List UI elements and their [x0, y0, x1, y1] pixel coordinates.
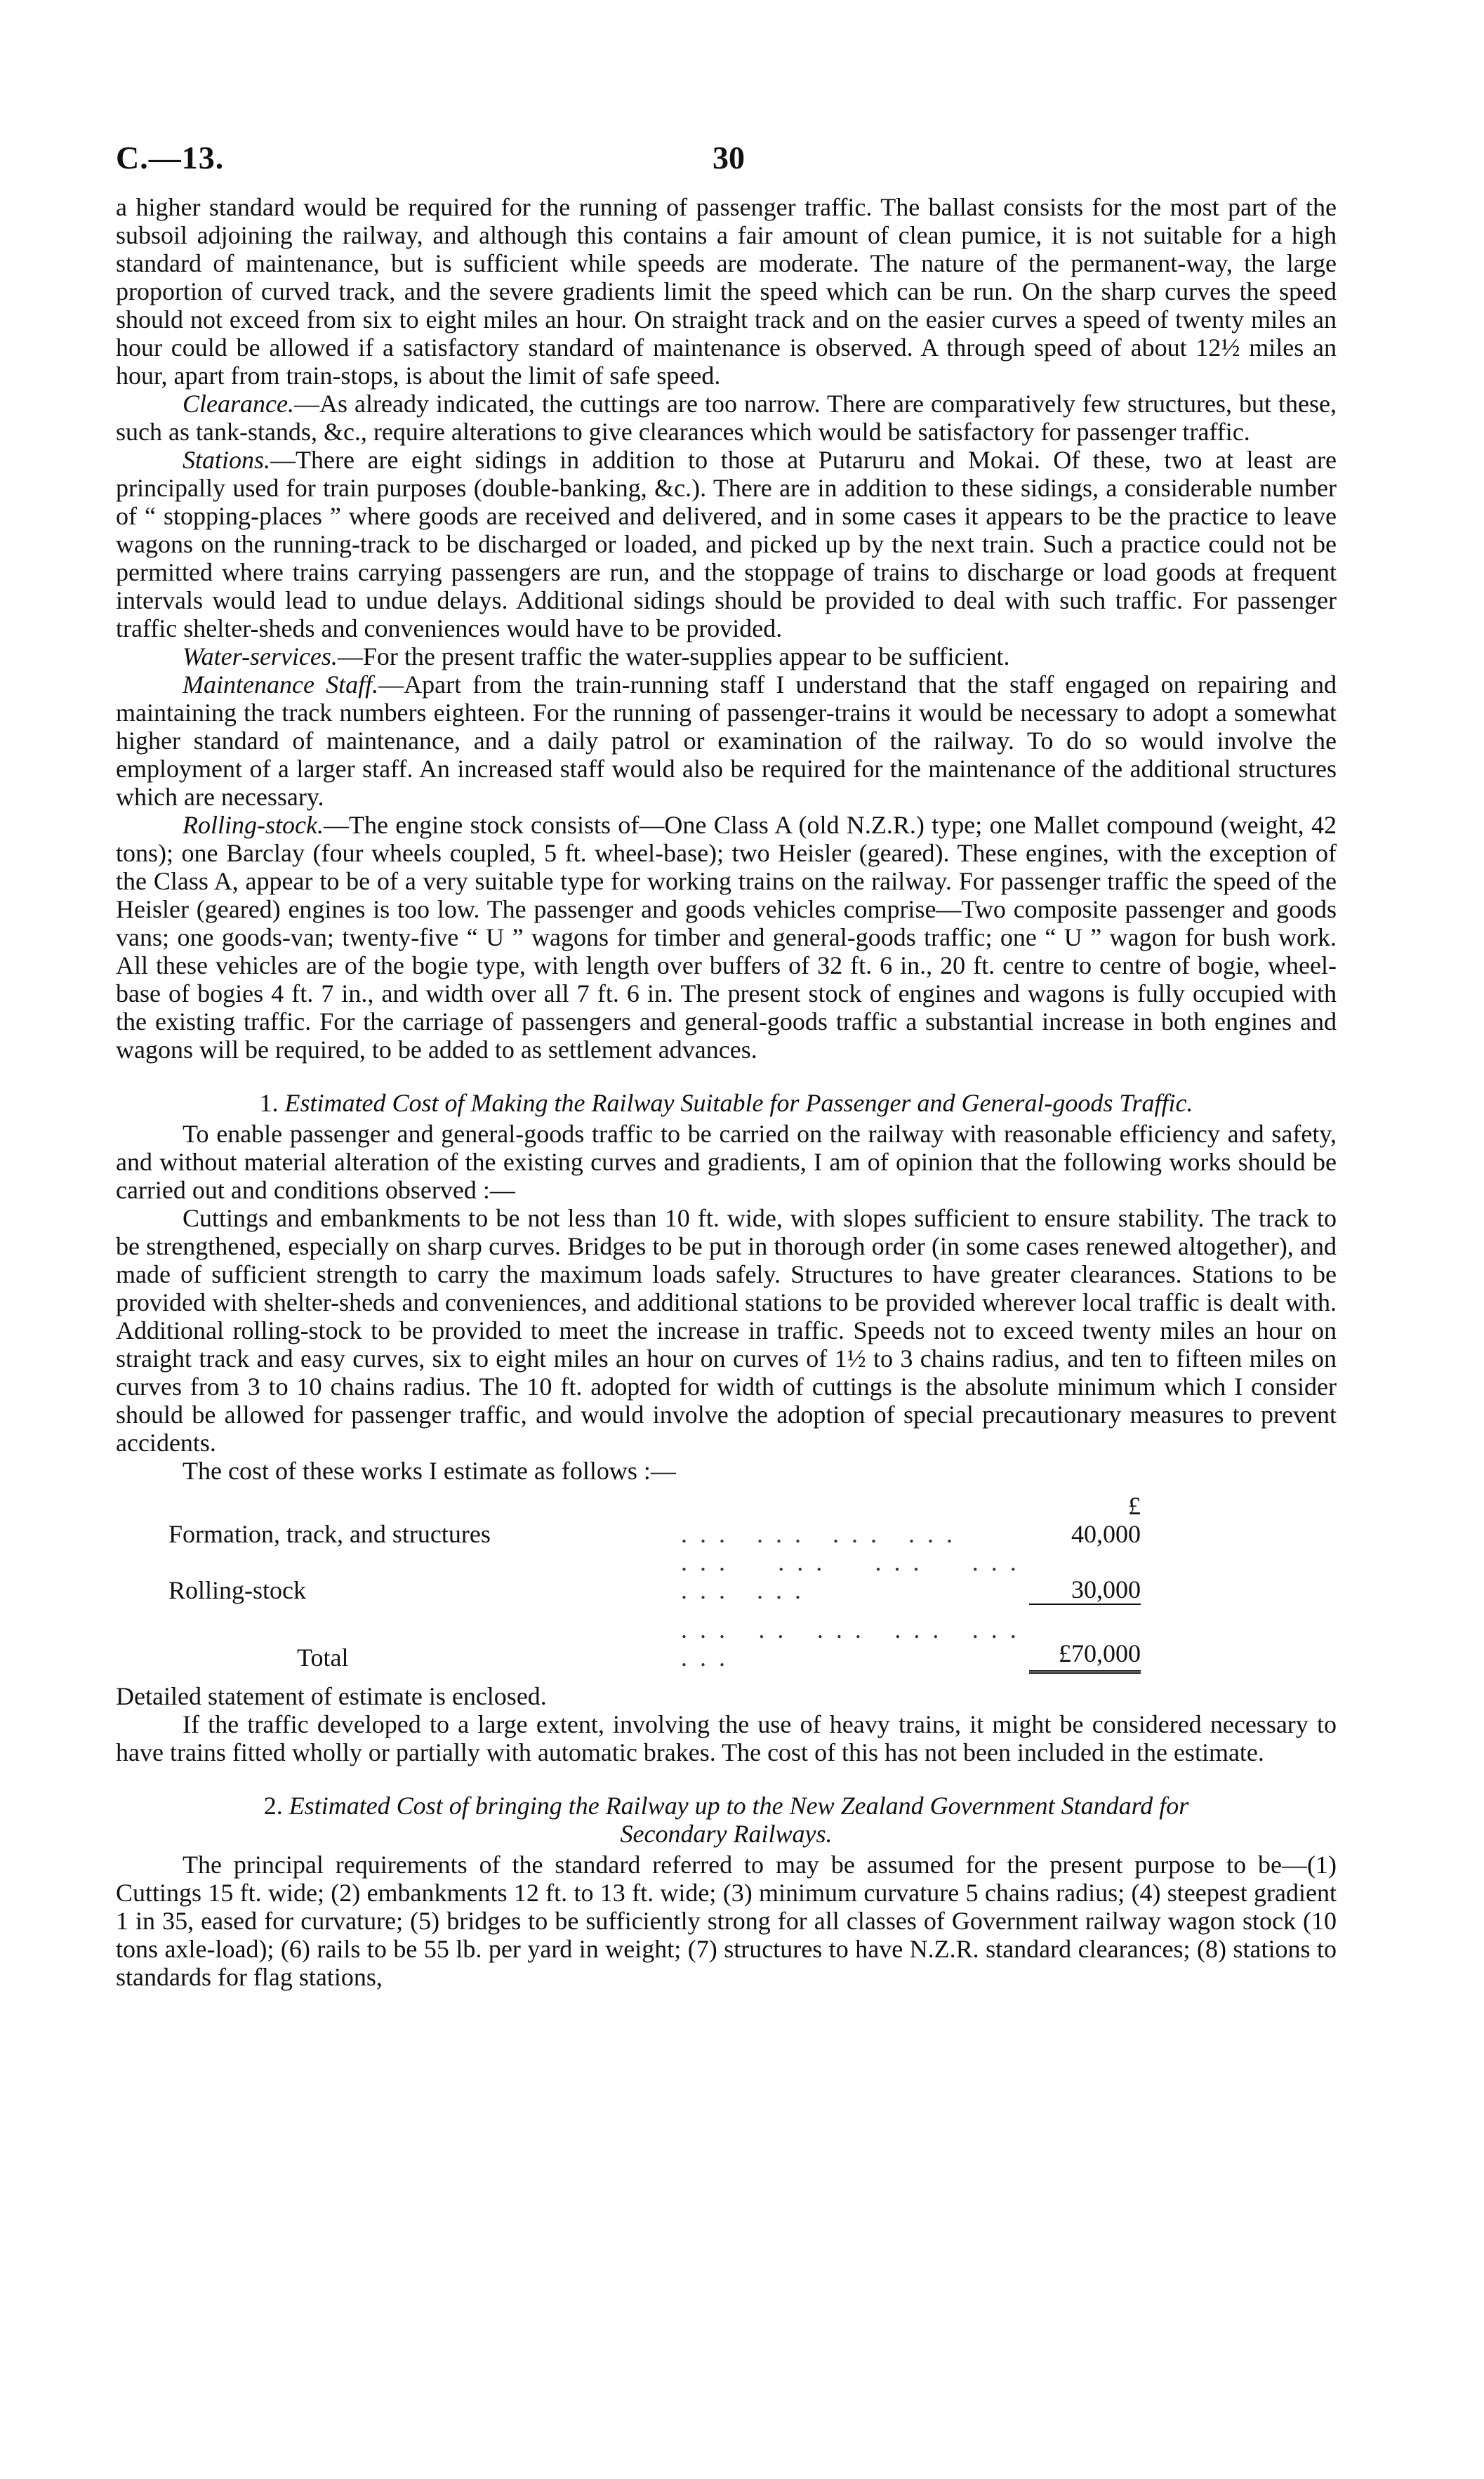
- currency-symbol: £: [1128, 1492, 1141, 1520]
- rolling-stock-paragraph: [116, 811, 1337, 1064]
- page-header: [116, 140, 1337, 193]
- row-amount: 30,000: [1071, 1575, 1141, 1604]
- stations-text: —There are eight sidings in addition to those at Putaruru and Mokai. Of these, two at least are principally used for train purposes (double-banking, &c.). There are in addition to these sidings, a considerable number of “ stopping-places ” where goods are received and delivered, and in some cases it appears to be the practice to leave wagons on the running-track to be discharged or loaded, and picked up by the next train. Such a practice could not be permitted where trains carrying passengers are run, and the stoppage of trains to discharge or load goods at frequent intervals would lead to undue delays. Additional sidings should be provided to deal with such traffic. For passenger traffic shelter-sheds and conveniences would have to be provided.: [116, 446, 1337, 642]
- table-currency-row: [116, 1492, 1141, 1520]
- table-total-row: [116, 1604, 1141, 1672]
- page-number: 30: [713, 140, 745, 176]
- total-amount: £70,000: [1029, 1604, 1141, 1672]
- section-2-number: 2.: [263, 1791, 283, 1820]
- section-1-title: Estimated Cost of Making the Railway Suitable for Passenger and General-goods Traffic.: [284, 1089, 1193, 1117]
- section-2-title-line-2: Secondary Railways.: [620, 1819, 833, 1848]
- section-1-heading: [116, 1089, 1337, 1117]
- intro-paragraph: a higher standard would be required for the running of passenger traffic. The ballast consists for the most part of the subsoil adjoining the railway, and although this contains a fair amount of clean pumice, it is not suitable for a high standard of maintenance, but is sufficient while speeds are moderate. The nature of the permanent-way, the large proportion of curved track, and the severe gradients limit the speed which can be run. On the sharp curves the speed should not exceed from six to eight miles an hour. On straight track and on the easier curves a speed of twenty miles an hour could be allowed if a satisfactory standard of maintenance is observed. A through speed of about 12½ miles an hour, apart from train-stops, is about the limit of safe speed.: [116, 193, 1337, 390]
- rolling-stock-heading: Rolling-stock.: [183, 811, 324, 839]
- section-1-number: 1.: [259, 1089, 279, 1117]
- clearance-paragraph: [116, 390, 1337, 446]
- stations-paragraph: [116, 446, 1337, 642]
- cost-estimate-table: [116, 1492, 1141, 1674]
- table-row: [116, 1520, 1141, 1548]
- section-2-title-line-1: Estimated Cost of bringing the Railway up to the New Zealand Government Standard for: [289, 1791, 1189, 1820]
- maintenance-staff-heading: Maintenance Staff.: [183, 670, 379, 699]
- row-label: Rolling-stock: [168, 1576, 306, 1604]
- section-2-paragraph-1: The principal requirements of the standard referred to may be assumed for the present purpose to be—(1) Cuttings 15 ft. wide; (2) embankments 12 ft. to 13 ft. wide; (3) minimum curvature 5 chains radius; (4) steepest gradient 1 in 35, eased for curvature; (5) bridges to be sufficiently strong for all classes of Government railway wagon stock (10 tons axle-load); (6) rails to be 55 lb. per yard in weight; (7) structures to have N.Z.R. standard clearances; (8) stations to standards for flag stations,: [116, 1850, 1337, 1991]
- section-1-paragraph-1: To enable passenger and general-goods traffic to be carried on the railway with reasonable efficiency and safety, and without material alteration of the existing curves and gradients, I am of opinion that the following works should be carried out and conditions observed :—: [116, 1120, 1337, 1204]
- row-label: Formation, track, and structures: [168, 1520, 491, 1548]
- section-2-heading: [116, 1792, 1337, 1848]
- water-services-text: —For the present traffic the water-supplies appear to be sufficient.: [337, 642, 1010, 670]
- leader-dots: ... ... ... ...: [680, 1520, 965, 1548]
- total-label: Total: [297, 1644, 349, 1672]
- table-row: [116, 1548, 1141, 1604]
- leader-dots: ... .. ... ... ... ...: [680, 1615, 1029, 1672]
- clearance-heading: Clearance.: [183, 390, 294, 418]
- document-reference: C.—13.: [116, 140, 225, 176]
- estimate-intro: The cost of these works I estimate as follows :—: [183, 1457, 676, 1485]
- section-1-paragraph-3: If the traffic developed to a large extent, involving the use of heavy trains, it might be considered necessary to have trains fitted wholly or partially with automatic brakes. The cost of this has not been included in the estimate.: [116, 1710, 1337, 1766]
- water-services-heading: Water-services.: [183, 642, 338, 670]
- row-amount: 40,000: [1071, 1520, 1141, 1548]
- enclosed-statement: Detailed statement of estimate is enclosed.: [116, 1681, 547, 1710]
- stations-heading: Stations.: [183, 446, 271, 474]
- maintenance-staff-paragraph: [116, 670, 1337, 811]
- maintenance-staff-text: —Apart from the train-running staff I understand that the staff engaged on repairing and maintaining the track numbers eighteen. For the running of passenger-trains it would be necessary to adopt a somewhat higher standard of maintenance, and a daily patrol or examination of the railway. To do so would involve the employment of a larger staff. An increased staff would also be required for the maintenance of the additional structures which are necessary.: [116, 670, 1337, 811]
- rolling-stock-text: —The engine stock consists of—One Class A (old N.Z.R.) type; one Mallet compound (weight, 42 tons); one Barclay (four wheels coupled, 5 ft. wheel-base); two Heisler (geared). These engines, with the exception of the Class A, appear to be of a very suitable type for working trains on the railway. For passenger traffic the speed of the Heisler (geared) engines is too low. The passenger and goods vehicles comprise—Two composite passenger and goods vans; one goods-van; twenty-five “ U ” wagons for timber and general-goods traffic; one “ U ” wagon for bush work. All these vehicles are of the bogie type, with length over buffers of 32 ft. 6 in., 20 ft. centre to centre of bogie, wheel-base of bogies 4 ft. 7 in., and width over all 7 ft. 6 in. The present stock of engines and wagons is fully occupied with the existing traffic. For the carriage of passengers and general-goods traffic a substantial increase in both engines and wagons will be required, to be added to as settlement advances.: [116, 811, 1337, 1064]
- leader-dots: ... ... ... ... ... ...: [680, 1548, 1029, 1604]
- clearance-text: —As already indicated, the cuttings are too narrow. There are comparatively few structures, but these, such as tank-stands, &c., require alterations to give clearances which would be satisfactory for passenger traffic.: [116, 390, 1337, 446]
- water-services-paragraph: [116, 642, 1337, 670]
- section-1-paragraph-2: Cuttings and embankments to be not less than 10 ft. wide, with slopes sufficient to ensure stability. The track to be strengthened, especially on sharp curves. Bridges to be put in thorough order (in some cases renewed altogether), and made of sufficient strength to carry the maximum loads safely. Structures to have greater clearances. Stations to be provided with shelter-sheds and conveniences, and additional stations to be provided wherever local traffic is dealt with. Additional rolling-stock to be provided to meet the increase in traffic. Speeds not to exceed twenty miles an hour on straight track and easy curves, six to eight miles an hour on curves of 1½ to 3 chains radius, and ten to fifteen miles on curves from 3 to 10 chains radius. The 10 ft. adopted for width of cuttings is the absolute minimum which I consider should be allowed for passenger traffic, and would involve the adoption of special precautionary measures to prevent accidents.: [116, 1204, 1337, 1457]
